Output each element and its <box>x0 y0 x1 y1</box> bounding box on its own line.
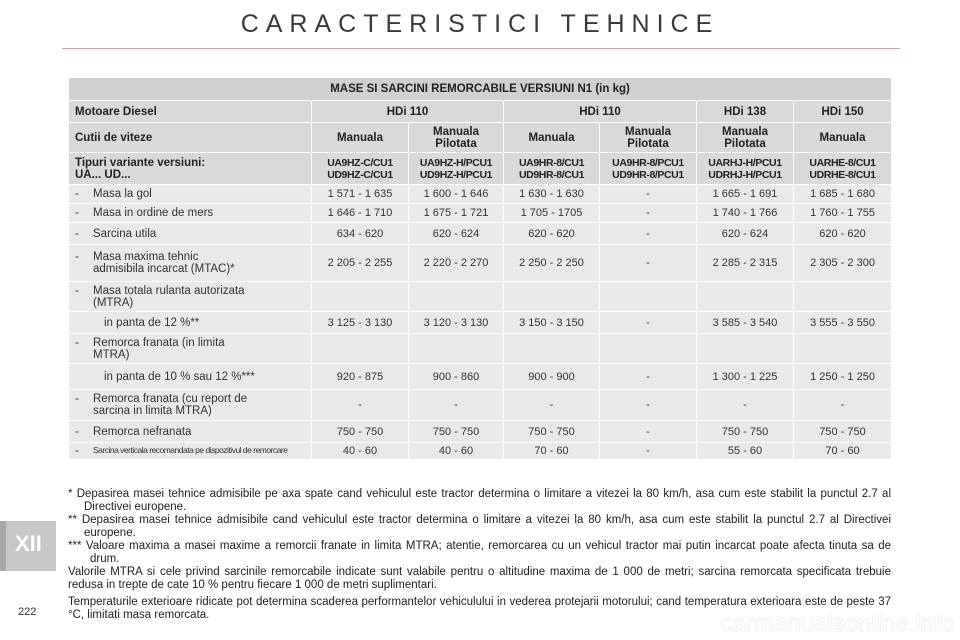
value-cell: 620 - 620 <box>794 223 892 245</box>
value-cell: 750 - 750 <box>409 421 504 443</box>
table-caption: MASE SI SARCINI REMORCABILE VERSIUNI N1 (in kg) <box>69 78 892 101</box>
row-dash: - <box>75 188 79 200</box>
gearbox-cell: Manuala <box>504 123 600 153</box>
value-cell: 1 571 - 1 635 <box>312 185 409 204</box>
value-cell <box>409 334 504 364</box>
row-label <box>69 421 312 443</box>
table-row <box>69 364 892 390</box>
value-cell <box>600 334 697 364</box>
row-label <box>69 364 312 390</box>
table-row <box>69 312 892 334</box>
variant-code-cell: UARHJ-H/PCU1 UDRHJ-H/PCU1 <box>697 153 794 185</box>
row-label <box>69 390 312 421</box>
engine-label: Motoare Diesel <box>69 101 312 123</box>
value-cell: 750 - 750 <box>312 421 409 443</box>
types-row <box>69 153 892 185</box>
engine-cell: HDi 138 <box>697 101 794 123</box>
page-number: 222 <box>18 606 37 618</box>
row-label-text: Masa totala rulanta autorizata (MTRA) <box>93 284 245 309</box>
value-cell: 2 285 - 2 315 <box>697 245 794 282</box>
value-cell: 750 - 750 <box>697 421 794 443</box>
variant-code-cell: UA9HZ-H/PCU1 UD9HZ-H/PCU1 <box>409 153 504 185</box>
table-row <box>69 334 892 364</box>
variant-code-cell: UA9HR-8/CU1 UD9HR-8/CU1 <box>504 153 600 185</box>
value-cell: 3 120 - 3 130 <box>409 312 504 334</box>
value-cell: 1 705 - 1705 <box>504 204 600 223</box>
value-cell <box>312 334 409 364</box>
value-cell: - <box>697 390 794 421</box>
row-label <box>69 204 312 223</box>
value-cell: 900 - 860 <box>409 364 504 390</box>
value-cell: 900 - 900 <box>504 364 600 390</box>
table-row <box>69 390 892 421</box>
row-label <box>69 443 312 460</box>
altitude-note: Valorile MTRA si cele privind sarcinile remorcabile indicate sunt valabile pentru o altitudine maxima de 1 000 de metri; sarcina remorcata specificata trebuie redusa in trepte de cate 10 % pentru fiecare 1 000 de metri suplimentari. <box>68 566 891 591</box>
gearbox-cell: Manuala Pilotata <box>600 123 697 153</box>
value-cell: - <box>600 364 697 390</box>
value-cell <box>794 334 892 364</box>
value-cell: 920 - 875 <box>312 364 409 390</box>
row-dash: - <box>75 336 79 349</box>
footnote-3: *** Valoare maxima a masei maxime a remorcii franate in limita MTRA; atentie, remorcarea cu un vehicul tractor mai putin incarcat poate afecta tinuta sa de drum. <box>68 540 891 565</box>
value-cell: 620 - 620 <box>504 223 600 245</box>
table-row <box>69 282 892 312</box>
row-dash: - <box>75 393 79 405</box>
row-label <box>69 245 312 282</box>
value-cell: 1 300 - 1 225 <box>697 364 794 390</box>
engine-row <box>69 101 892 123</box>
value-cell: 1 685 - 1 680 <box>794 185 892 204</box>
value-cell: 70 - 60 <box>794 443 892 460</box>
value-cell: 1 600 - 1 646 <box>409 185 504 204</box>
value-cell: 3 555 - 3 550 <box>794 312 892 334</box>
chapter-label: XII <box>15 531 42 556</box>
row-label-text: Sarcina utila <box>93 227 157 240</box>
table-row <box>69 223 892 245</box>
value-cell <box>600 282 697 312</box>
value-cell: - <box>600 223 697 245</box>
row-label-text: in panta de 12 %** <box>104 316 200 329</box>
gearbox-cell: Manuala Pilotata <box>697 123 794 153</box>
value-cell: 1 740 - 1 766 <box>697 204 794 223</box>
gearbox-cell: Manuala <box>794 123 892 153</box>
row-label <box>69 334 312 364</box>
variant-code-cell: UARHE-8/CU1 UDRHE-8/CU1 <box>794 153 892 185</box>
gearbox-label: Cutii de viteze <box>69 123 312 153</box>
value-cell <box>697 282 794 312</box>
value-cell: 40 - 60 <box>409 443 504 460</box>
value-cell: - <box>600 204 697 223</box>
value-cell: 2 305 - 2 300 <box>794 245 892 282</box>
row-label-text: Masa in ordine de mers <box>93 207 214 219</box>
row-label-text: Masa la gol <box>93 188 152 200</box>
row-dash: - <box>75 227 79 240</box>
row-dash: - <box>75 445 79 457</box>
row-label <box>69 223 312 245</box>
footnotes <box>68 488 891 622</box>
value-cell: - <box>600 185 697 204</box>
footnote-2: ** Depasirea masei tehnice admisibile cand vehiculul este tractor determina o limitare a vitezei la 80 km/h, asa cum este stabilit la punctul 2.7 al Directivei europene. <box>68 514 891 539</box>
value-cell: 620 - 624 <box>697 223 794 245</box>
row-label-text: Masa maxima tehnic admisibila incarcat (MTAC)* <box>93 251 235 275</box>
variant-code-cell: UA9HZ-C/CU1 UD9HZ-C/CU1 <box>312 153 409 185</box>
variant-code-cell: UA9HR-8/PCU1 UD9HR-8/PCU1 <box>600 153 697 185</box>
engine-cell: HDi 110 <box>504 101 697 123</box>
value-cell: - <box>409 390 504 421</box>
value-cell: 1 675 - 1 721 <box>409 204 504 223</box>
title-divider <box>62 48 900 49</box>
row-label <box>69 282 312 312</box>
row-label-text: Sarcina verticala recomandata pe dispozitivul de remorcare <box>93 445 288 455</box>
table-row <box>69 245 892 282</box>
value-cell: 1 665 - 1 691 <box>697 185 794 204</box>
gearbox-cell: Manuala <box>312 123 409 153</box>
value-cell <box>504 334 600 364</box>
value-cell: 620 - 624 <box>409 223 504 245</box>
value-cell: - <box>600 312 697 334</box>
value-cell <box>409 282 504 312</box>
table-row <box>69 204 892 223</box>
row-label-text: in panta de 10 % sau 12 %*** <box>104 370 255 383</box>
value-cell: 40 - 60 <box>312 443 409 460</box>
value-cell: 750 - 750 <box>504 421 600 443</box>
row-dash: - <box>75 284 79 297</box>
value-cell: 55 - 60 <box>697 443 794 460</box>
value-cell: 70 - 60 <box>504 443 600 460</box>
watermark: carmanualsonline.info <box>720 610 954 637</box>
value-cell: 3 150 - 3 150 <box>504 312 600 334</box>
gearbox-cell: Manuala Pilotata <box>409 123 504 153</box>
value-cell: - <box>600 245 697 282</box>
table-row <box>69 443 892 460</box>
value-cell <box>504 282 600 312</box>
value-cell: 2 220 - 2 270 <box>409 245 504 282</box>
table-row <box>69 421 892 443</box>
value-cell: 2 250 - 2 250 <box>504 245 600 282</box>
footnote-1: * Depasirea masei tehnice admisibile pe axa spate cand vehiculul este tractor determina o limitare a vitezei la 80 km/h, asa cum este stabilit la punctul 2.7 al Directivei europene. <box>68 488 891 513</box>
value-cell: - <box>312 390 409 421</box>
chapter-tab <box>0 521 56 571</box>
value-cell: - <box>504 390 600 421</box>
value-cell: - <box>600 443 697 460</box>
value-cell: 750 - 750 <box>794 421 892 443</box>
row-label <box>69 312 312 334</box>
page-title: CARACTERISTICI TEHNICE <box>240 10 720 38</box>
row-label-text: Remorca franata (cu report de sarcina in limita MTRA) <box>93 393 248 417</box>
value-cell: - <box>600 390 697 421</box>
engine-cell: HDi 110 <box>312 101 504 123</box>
value-cell: 3 585 - 3 540 <box>697 312 794 334</box>
value-cell: 1 630 - 1 630 <box>504 185 600 204</box>
value-cell: 3 125 - 3 130 <box>312 312 409 334</box>
value-cell: 1 250 - 1 250 <box>794 364 892 390</box>
value-cell: 1 760 - 1 755 <box>794 204 892 223</box>
value-cell <box>312 282 409 312</box>
types-label: Tipuri variante versiuni: UA... UD... <box>69 153 312 185</box>
value-cell: 2 205 - 2 255 <box>312 245 409 282</box>
row-label <box>69 185 312 204</box>
row-label-text: Remorca franata (in limita MTRA) <box>93 336 225 361</box>
row-dash: - <box>75 251 79 263</box>
value-cell <box>794 282 892 312</box>
gearbox-row <box>69 123 892 153</box>
value-cell: 1 646 - 1 710 <box>312 204 409 223</box>
row-dash: - <box>75 207 79 219</box>
row-label-text: Remorca nefranata <box>93 425 192 438</box>
row-dash: - <box>75 425 79 438</box>
value-cell: - <box>600 421 697 443</box>
value-cell: - <box>794 390 892 421</box>
value-cell: 634 - 620 <box>312 223 409 245</box>
table-row <box>69 185 892 204</box>
engine-cell: HDi 150 <box>794 101 892 123</box>
spec-table <box>68 77 892 460</box>
value-cell <box>697 334 794 364</box>
temperature-note: Temperaturile exterioare ridicate pot determina scaderea performantelor vehiculului in vederea protejarii motorului; cand temperatura exterioara este de peste 37 °C, limitati masa remorcata. <box>68 596 891 621</box>
